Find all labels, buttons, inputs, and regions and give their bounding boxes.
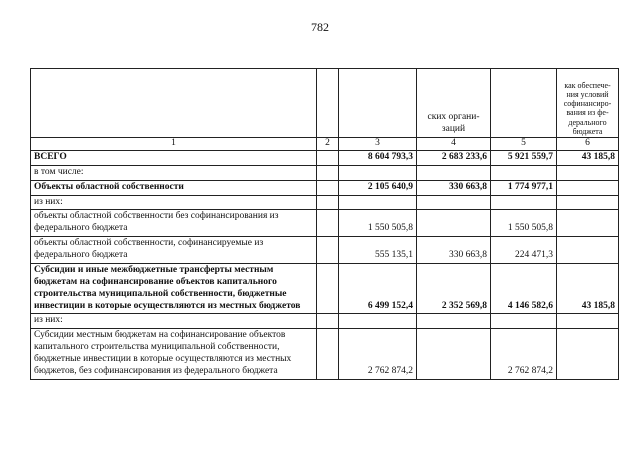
row-cell-4 <box>417 210 491 237</box>
row-label: объекты областной собственности, софинансируемые из федерального бюджета <box>31 237 317 264</box>
row-cell-6 <box>557 210 619 237</box>
column-number: 4 <box>417 138 491 151</box>
row-label: Субсидии местным бюджетам на софинансирование объектов капитального строительства муниципальной собственности, бюджетные инвестиции в которые осуществляются из местных бюджетов, без софинансирования из федерального бюджета <box>31 329 317 380</box>
column-number: 6 <box>557 138 619 151</box>
row-cell-3: 1 550 505,8 <box>339 210 417 237</box>
column-number: 1 <box>31 138 317 151</box>
row-cell-2 <box>317 165 339 180</box>
page-number: 782 <box>311 20 329 34</box>
row-cell-5 <box>491 165 557 180</box>
row-cell-2 <box>317 314 339 329</box>
row-label: ВСЕГО <box>31 150 317 165</box>
row-cell-5: 1 774 977,1 <box>491 180 557 195</box>
table-header-row <box>31 69 619 138</box>
table-row <box>31 237 619 264</box>
table-row <box>31 210 619 237</box>
header-cell-2 <box>317 69 339 138</box>
budget-table <box>30 68 619 380</box>
row-cell-3: 6 499 152,4 <box>339 263 417 314</box>
row-label: в том числе: <box>31 165 317 180</box>
row-cell-5 <box>491 314 557 329</box>
row-cell-3 <box>339 165 417 180</box>
row-cell-2 <box>317 150 339 165</box>
row-cell-6: 43 185,8 <box>557 263 619 314</box>
row-cell-6 <box>557 237 619 264</box>
row-cell-4: 2 683 233,6 <box>417 150 491 165</box>
header-cell-3 <box>339 69 417 138</box>
row-cell-6 <box>557 195 619 210</box>
row-cell-5: 4 146 582,6 <box>491 263 557 314</box>
row-cell-5: 224 471,3 <box>491 237 557 264</box>
table-row <box>31 195 619 210</box>
table-row <box>31 165 619 180</box>
row-cell-4: 330 663,8 <box>417 180 491 195</box>
row-cell-3: 555 135,1 <box>339 237 417 264</box>
row-cell-2 <box>317 329 339 380</box>
row-cell-6 <box>557 165 619 180</box>
row-cell-5: 2 762 874,2 <box>491 329 557 380</box>
row-cell-2 <box>317 180 339 195</box>
header-cell-1 <box>31 69 317 138</box>
table-row <box>31 314 619 329</box>
header-cell-6: как обеспече- ния условий софинансиро- вания из фе- дерального бюджета <box>557 69 619 138</box>
row-cell-6: 43 185,8 <box>557 150 619 165</box>
row-cell-6 <box>557 329 619 380</box>
table-row <box>31 329 619 380</box>
row-cell-4 <box>417 195 491 210</box>
row-label: объекты областной собственности без софинансирования из федерального бюджета <box>31 210 317 237</box>
row-label: из них: <box>31 314 317 329</box>
row-cell-6 <box>557 180 619 195</box>
row-cell-5: 1 550 505,8 <box>491 210 557 237</box>
column-number: 2 <box>317 138 339 151</box>
column-numbers-row <box>31 138 619 151</box>
row-cell-2 <box>317 263 339 314</box>
header-cell-4: ских органи- заций <box>417 69 491 138</box>
row-cell-5: 5 921 559,7 <box>491 150 557 165</box>
row-label: Объекты областной собственности <box>31 180 317 195</box>
table-row <box>31 263 619 314</box>
row-cell-3 <box>339 195 417 210</box>
row-cell-3: 2 105 640,9 <box>339 180 417 195</box>
row-cell-3: 8 604 793,3 <box>339 150 417 165</box>
row-cell-5 <box>491 195 557 210</box>
row-label: из них: <box>31 195 317 210</box>
row-cell-4: 2 352 569,8 <box>417 263 491 314</box>
row-cell-4 <box>417 329 491 380</box>
row-cell-3: 2 762 874,2 <box>339 329 417 380</box>
row-cell-6 <box>557 314 619 329</box>
row-cell-4 <box>417 165 491 180</box>
row-cell-4 <box>417 314 491 329</box>
row-cell-2 <box>317 237 339 264</box>
table-row <box>31 180 619 195</box>
column-number: 5 <box>491 138 557 151</box>
header-cell-5 <box>491 69 557 138</box>
table-row-total <box>31 150 619 165</box>
row-cell-2 <box>317 210 339 237</box>
row-cell-2 <box>317 195 339 210</box>
column-number: 3 <box>339 138 417 151</box>
row-label: Субсидии и иные межбюджетные трансферты местным бюджетам на софинансирование объектов капитального строительства муниципальной собственности, бюджетные инвестиции в которые осуществляются из местных бюджетов <box>31 263 317 314</box>
row-cell-3 <box>339 314 417 329</box>
row-cell-4: 330 663,8 <box>417 237 491 264</box>
